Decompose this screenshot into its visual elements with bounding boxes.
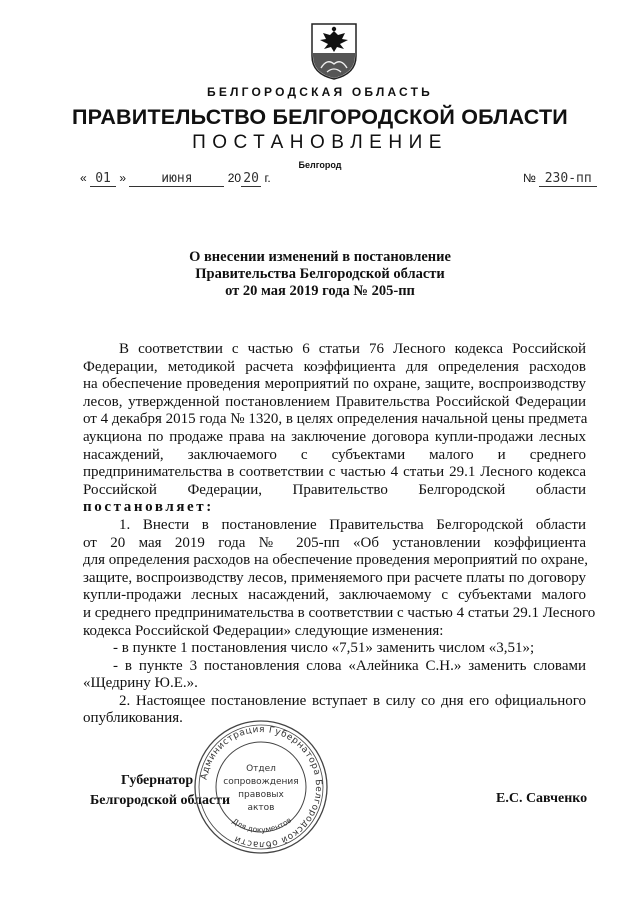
government-name: ПРАВИТЕЛЬСТВО БЕЛГОРОДСКОЙ ОБЛАСТИ <box>72 105 568 129</box>
document-number: 230-пп <box>539 171 597 187</box>
title-line: от 20 мая 2019 года № 205-пп <box>225 283 415 299</box>
body-line: лесов, утвержденной постановлением Правительства Российской Федерации <box>83 393 586 410</box>
date-year-suffix: 20 <box>241 171 261 187</box>
title-line: Правительства Белгородской области <box>195 266 445 282</box>
body-line: и среднего предпринимательства в соответствии с частью 4 статьи 29.1 Лесного <box>83 604 596 621</box>
body-line: - в пункте 1 постановления число «7,51» заменить числом «3,51»; <box>113 640 535 657</box>
body-line: предпринимательства в соответствии с частью 4 статьи 29.1 Лесного кодекса <box>83 464 586 481</box>
region-name: БЕЛГОРОДСКАЯ ОБЛАСТЬ <box>207 85 433 99</box>
document-type: ПОСТАНОВЛЕНИЕ <box>192 132 448 153</box>
body-line: «Щедрину Ю.Е.». <box>83 675 198 692</box>
document-number-line <box>523 171 597 187</box>
official-stamp <box>192 718 330 856</box>
stamp-center-line: актов <box>247 803 275 813</box>
coat-of-arms-emblem <box>309 22 359 80</box>
body-line: опубликования. <box>83 710 183 727</box>
body-line: 2. Настоящее постановление вступает в силу со дня его официального <box>119 692 586 709</box>
body-line: аукциона по продаже права на заключение договора купли-продажи лесных <box>83 428 586 445</box>
document-body <box>83 341 596 728</box>
date-line <box>80 171 271 187</box>
svg-text:Для документов <box>231 815 294 834</box>
city-name: Белгород <box>298 160 342 170</box>
body-line-resolves: постановляет: <box>83 499 214 516</box>
body-line: В соответствии с частью 6 статьи 76 Лесного кодекса Российской <box>119 341 586 357</box>
stamp-ring-text: Администрация Губернатора Белгородской области <box>199 724 324 850</box>
title-line: О внесении изменений в постановление <box>189 249 451 265</box>
stamp-center-line: правовых <box>238 790 284 800</box>
body-line: от 4 декабря 2015 года № 1320, в целях определения начальной цены предмета <box>83 411 588 428</box>
stamp-center-line: сопровождения <box>223 777 299 787</box>
body-line: Российской Федерации, Правительство Белгородской области <box>83 481 586 498</box>
body-line: защите, воспроизводству лесов, применяемого при расчете платы по договору <box>83 569 586 586</box>
stamp-center-line: Отдел <box>246 764 276 774</box>
body-line: насаждений, заключаемого с субъектами малого и среднего <box>83 446 586 463</box>
date-open-quote: « <box>80 171 87 185</box>
signer-position-line: Губернатор <box>121 773 194 788</box>
date-month: июня <box>129 171 224 187</box>
body-line: 1. Внести в постановление Правительства Белгородской области <box>119 516 586 533</box>
date-day: 01 <box>90 171 116 187</box>
number-label: № <box>523 171 536 185</box>
date-year-prefix: 20 <box>227 171 242 185</box>
body-line: Федерации, методикой расчета коэффициента для определения расходов <box>83 358 586 375</box>
body-line: купли-продажи лесных насаждений, заключаемому с субъектами малого <box>83 587 586 604</box>
body-line: от 20 мая 2019 года № 205-пп «Об установлении коэффициента <box>83 534 586 551</box>
body-line: - в пункте 3 постановления слова «Алейника С.Н.» заменить словами <box>113 657 586 674</box>
date-close-quote: » <box>119 171 127 185</box>
date-year-abbr: г. <box>264 171 271 185</box>
body-line: для определения расходов на обеспечение проведения мероприятий по охране, <box>83 552 588 569</box>
stamp-bottom-text: Для документов <box>230 815 294 835</box>
body-line: кодекса Российской Федерации» следующие изменения: <box>83 622 444 639</box>
body-line: на обеспечение проведения мероприятий по охране, защите, воспроизводству <box>83 376 586 393</box>
document-title <box>0 249 640 300</box>
signer-position-line: Белгородской области <box>90 793 231 808</box>
signer-name: Е.С. Савченко <box>496 791 588 806</box>
